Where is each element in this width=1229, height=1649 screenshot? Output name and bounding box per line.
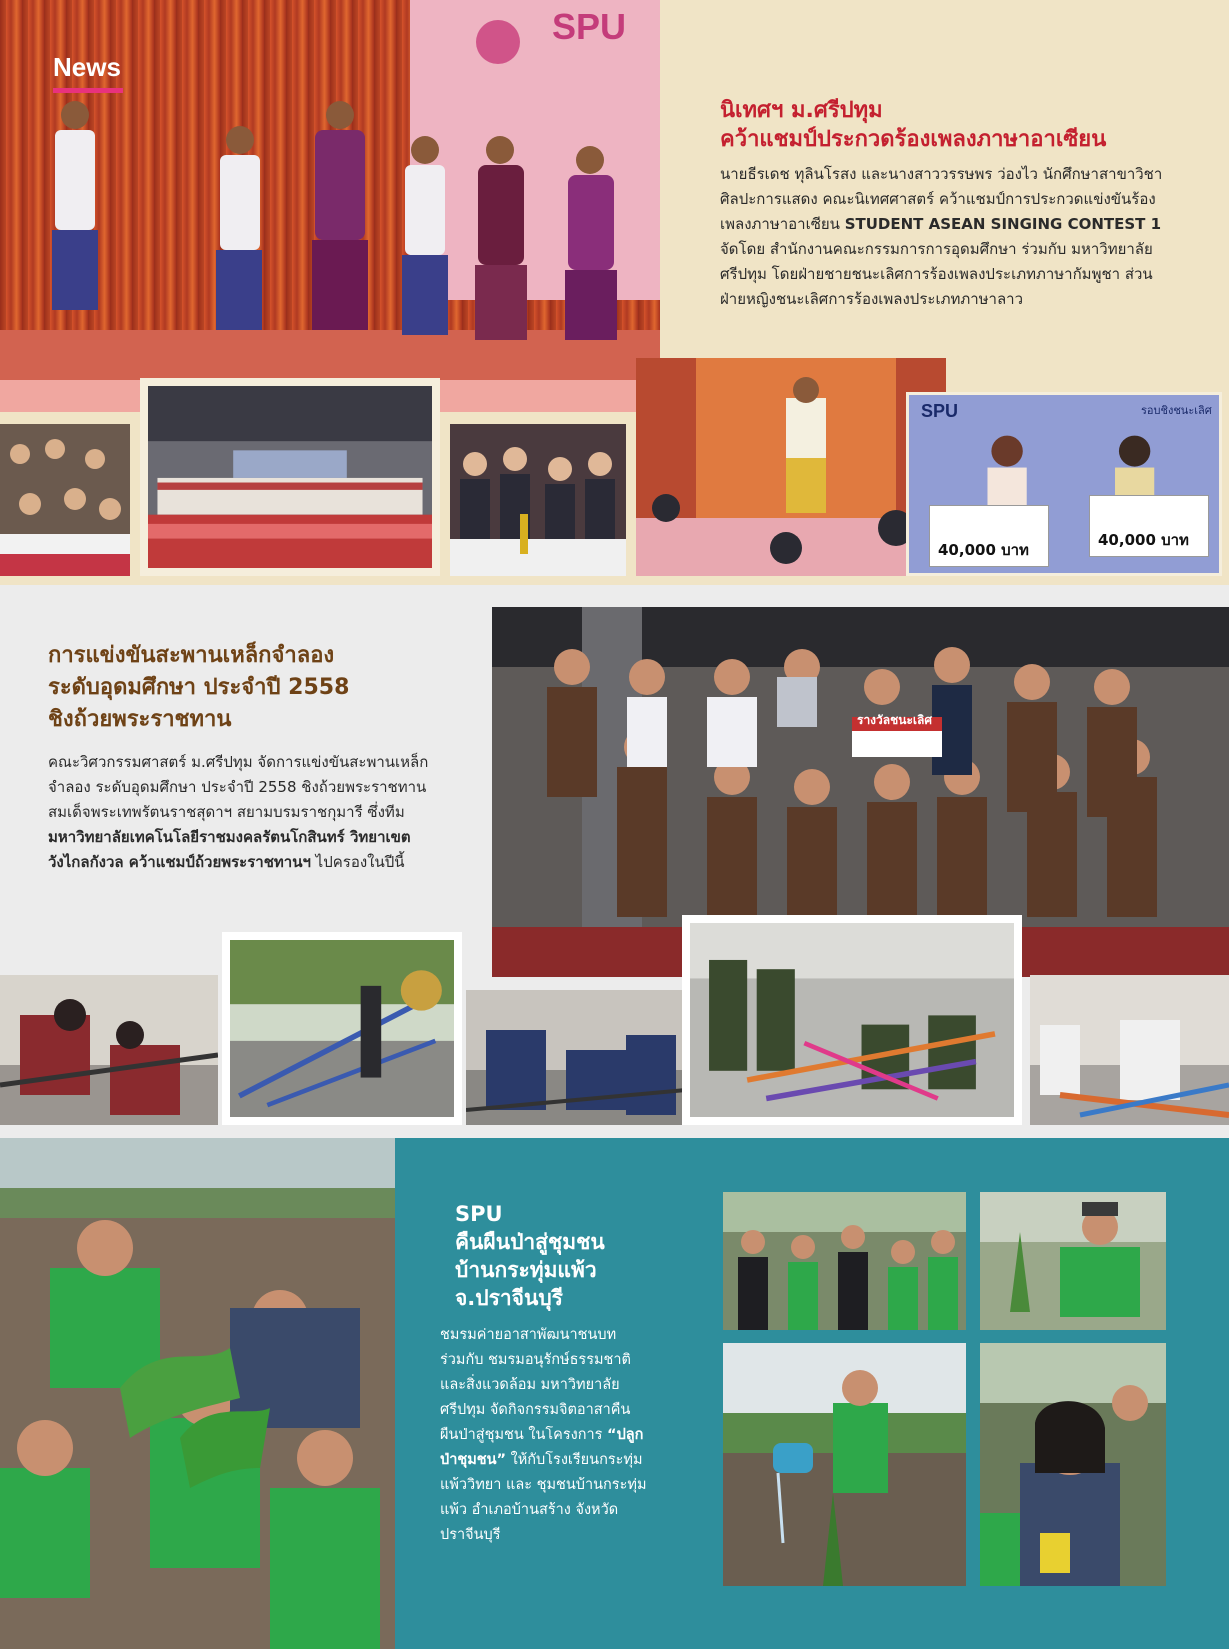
- article2-body-line: คณะวิศวกรรมศาสตร์ ม.ศรีปทุม จัดการแข่งขันสะพานเหล็ก: [48, 753, 429, 771]
- article3-title-line: SPU: [455, 1202, 503, 1226]
- group-stage-photo: [140, 378, 440, 576]
- spu-prize-logo: SPU: [921, 401, 959, 421]
- article1-body: [720, 162, 1180, 312]
- article3-title-line: จ.ปราจีนบุรี: [455, 1286, 563, 1310]
- article1-body-line: ศิลปะการแสดง คณะนิเทศศาสตร์ คว้าแชมป์การประกวดแข่งขันร้อง: [720, 190, 1156, 208]
- project-name-part2: ป่าชุมชน”: [440, 1452, 507, 1468]
- article2-body: [48, 750, 488, 875]
- article2-title-line: ระดับอุดมศึกษา ประจำปี 2558: [48, 675, 350, 700]
- article1-title-line2: คว้าแชมป์ประกวดร้องเพลงภาษาอาเซียน: [720, 127, 1107, 152]
- volunteers-crowd-photo: [723, 1192, 966, 1330]
- article1-body-line: ศรีปทุม โดยฝ่ายชายชนะเลิศการร้องเพลงประเภทภาษากัมพูชา ส่วน: [720, 265, 1153, 283]
- article3-body-text: ให้กับโรงเรียนกระทุ่ม: [506, 1452, 643, 1468]
- article3-body-line: ชมรมค่ายอาสาพัฒนาชนบท: [440, 1327, 617, 1343]
- students-selfie-photo: [980, 1343, 1166, 1586]
- article1-title-line1: นิเทศฯ ม.ศรีปทุม: [720, 98, 883, 123]
- article1-body-line: จัดโดย สำนักงานคณะกรรมการการอุดมศึกษา ร่วมกับ มหาวิทยาลัย: [720, 240, 1153, 258]
- girl-planting-photo: [980, 1192, 1166, 1330]
- winner-campus: วังไกลกังวล คว้าแชมป์ถ้วยพระราชทานฯ: [48, 853, 311, 871]
- prize-board-2: [1089, 495, 1209, 557]
- article3-body-line: [440, 1423, 680, 1448]
- bridge-build-photo-1: [0, 975, 218, 1125]
- article3-title: [455, 1200, 715, 1312]
- audience-photo-1: [0, 424, 130, 576]
- prize-winners-photo: [906, 392, 1222, 576]
- bridge-build-photo-3: [1030, 975, 1229, 1125]
- bridge-build-photo-2: [466, 990, 686, 1125]
- prize-board-1: [929, 505, 1049, 567]
- news-underline: [53, 88, 123, 93]
- article2-body-tail: ไปครองในปีนี้: [310, 853, 405, 871]
- article3-body-line: ปราจีนบุรี: [440, 1527, 501, 1543]
- singer-stage-photo: [636, 358, 946, 576]
- tree-planting-group-photo: [0, 1138, 395, 1649]
- bridge-structure-photo: [222, 932, 462, 1125]
- audience-photo-2: [450, 424, 626, 576]
- article3-title-line: คืนผืนป่าสู่ชุมชน: [455, 1230, 605, 1254]
- article2-title-line: การแข่งขันสะพานเหล็กจำลอง: [48, 643, 335, 668]
- watering-plant-photo: [723, 1343, 966, 1586]
- article3-body-line: และสิ่งแวดล้อม มหาวิทยาลัย: [440, 1377, 620, 1393]
- article2-body-line: สมเด็จพระเทพรัตนราชสุดาฯ สยามบรมราชกุมารี ซึ่งทีม: [48, 803, 405, 821]
- article2-title-line: ชิงถ้วยพระราชทาน: [48, 707, 232, 732]
- article3-title-line: บ้านกระทุ่มแพ้ว: [455, 1258, 597, 1282]
- article3-body-line: แพ้ววิทยา และ ชุมชนบ้านกระทุ่ม: [440, 1477, 647, 1493]
- contest-name: STUDENT ASEAN SINGING CONTEST 1: [844, 215, 1162, 233]
- final-round-caption: รอบชิงชนะเลิศ: [1141, 404, 1212, 417]
- prize-amount-1: 40,000 บาท: [938, 541, 1029, 559]
- article2-body-line: [48, 850, 488, 875]
- article1-title: [720, 96, 1200, 154]
- article1-body-line: [720, 212, 1180, 237]
- article3-body-line: [440, 1448, 680, 1473]
- winner-university: มหาวิทยาลัยเทคโนโลยีราชมงคลรัตนโกสินทร์ วิทยาเขต: [48, 828, 411, 846]
- article1-body-line: ฝ่ายหญิงชนะเลิศการร้องเพลงประเภทภาษาลาว: [720, 290, 1024, 308]
- article3-body-line: ศรีปทุม จัดกิจกรรมจิตอาสาคืน: [440, 1402, 631, 1418]
- article3-body-line: ร่วมกับ ชมรมอนุรักษ์ธรรมชาติ: [440, 1352, 631, 1368]
- article3-body-text: ผืนป่าสู่ชุมชน ในโครงการ: [440, 1427, 608, 1443]
- bridge-judging-photo: [682, 915, 1022, 1125]
- article2-body-line: [48, 825, 488, 850]
- award-sign-text: รางวัลชนะเลิศ: [857, 713, 932, 727]
- news-label: News: [53, 52, 121, 82]
- prize-amount-2: 40,000 บาท: [1098, 531, 1189, 549]
- article2-body-line: จำลอง ระดับอุดมศึกษา ประจำปี 2558 ชิงถ้วยพระราชทาน: [48, 778, 427, 796]
- project-name-part1: “ปลูก: [607, 1427, 644, 1443]
- article1-body-text: เพลงภาษาอาเซียน: [720, 215, 845, 233]
- spu-banner-logo: SPU: [552, 6, 627, 47]
- article3-body-line: แพ้ว อำเภอบ้านสร้าง จังหวัด: [440, 1502, 619, 1518]
- article1-body-line: นายธีรเดช ทุลินโรสง และนางสาววรรษพร ว่องไว นักศึกษาสาขาวิชา: [720, 165, 1163, 183]
- article3-body: [440, 1323, 680, 1548]
- article2-title: [48, 640, 488, 736]
